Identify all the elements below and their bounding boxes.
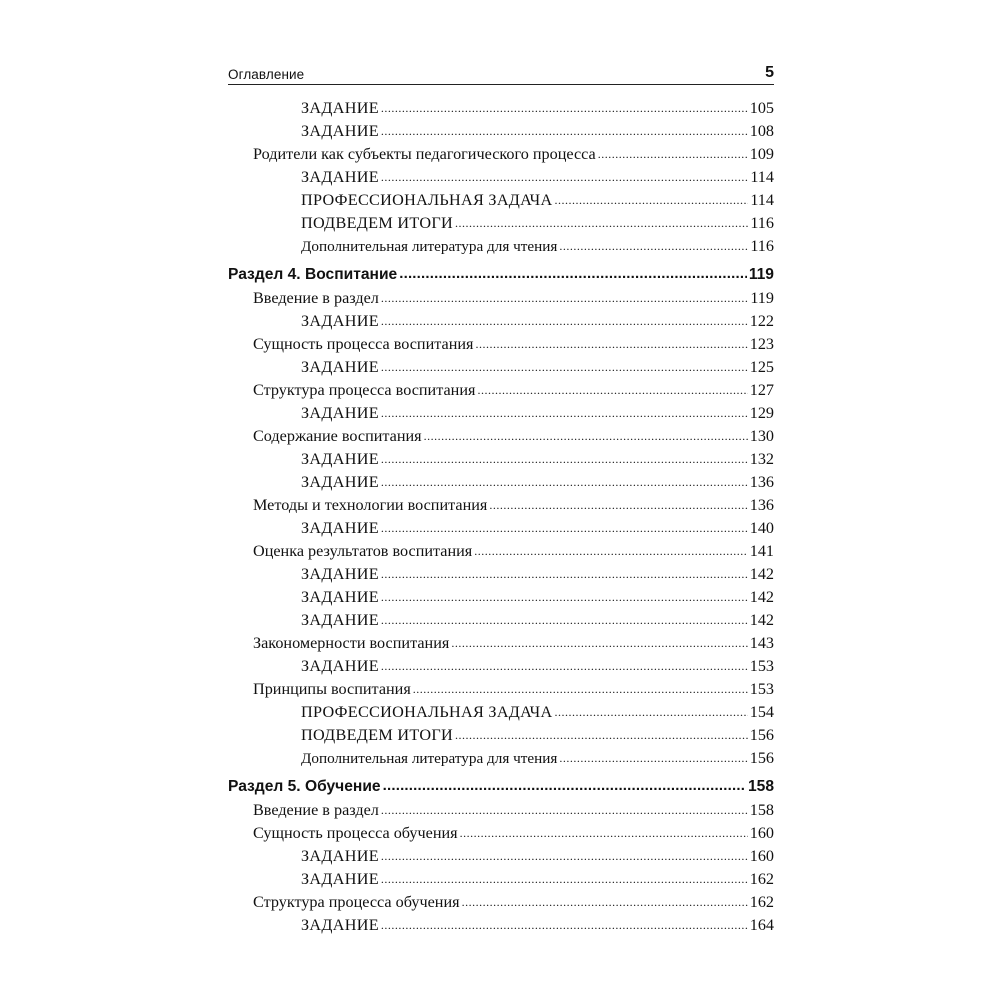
toc-entry xyxy=(228,310,774,333)
toc-entry-title: Структура процесса воспитания xyxy=(253,381,476,399)
toc-entry-page: 105 xyxy=(749,99,774,117)
toc-entry-title: ЗАДАНИЕ xyxy=(301,916,379,934)
toc-entry-page: 116 xyxy=(750,214,774,232)
dot-leader xyxy=(455,723,748,747)
running-header xyxy=(228,60,774,85)
dot-leader xyxy=(381,654,748,678)
toc-entry-title: Введение в раздел xyxy=(253,801,379,819)
toc-entry xyxy=(228,97,774,120)
toc-entry-page: 162 xyxy=(749,870,774,888)
dot-leader xyxy=(451,631,747,655)
dot-leader xyxy=(475,332,747,356)
toc-entry xyxy=(228,586,774,609)
toc-entry-title: ЗАДАНИЕ xyxy=(301,404,379,422)
toc-entry-title: ЗАДАНИЕ xyxy=(301,358,379,376)
toc-entry-page: 158 xyxy=(747,778,774,795)
toc-entry xyxy=(228,356,774,379)
toc-entry xyxy=(228,166,774,189)
toc-entry-title: ЗАДАНИЕ xyxy=(301,473,379,491)
toc-entry-title: Дополнительная литература для чтения xyxy=(301,238,558,255)
dot-leader xyxy=(381,286,748,310)
dot-leader xyxy=(381,608,748,632)
toc-entry-title: ЗАДАНИЕ xyxy=(301,870,379,888)
toc-entry-page: 140 xyxy=(749,519,774,537)
dot-leader xyxy=(381,119,748,143)
dot-leader xyxy=(399,261,747,286)
toc-entry-page: 154 xyxy=(749,703,774,721)
toc-entry-title: ЗАДАНИЕ xyxy=(301,168,379,186)
toc-entry-page: 125 xyxy=(749,358,774,376)
dot-leader xyxy=(381,562,748,586)
toc-entry xyxy=(228,143,774,166)
toc-entry xyxy=(228,333,774,356)
toc-entry xyxy=(228,655,774,678)
toc-entry-page: 132 xyxy=(749,450,774,468)
dot-leader xyxy=(455,211,748,235)
toc-entry xyxy=(228,120,774,143)
toc-entry xyxy=(228,701,774,724)
toc-entry-title: ЗАДАНИЕ xyxy=(301,519,379,537)
toc-entry xyxy=(228,517,774,540)
dot-leader xyxy=(381,844,748,868)
dot-leader xyxy=(598,142,748,166)
dot-leader xyxy=(559,234,748,258)
toc-entry-title: ЗАДАНИЕ xyxy=(301,611,379,629)
toc-entry-page: 116 xyxy=(750,237,774,255)
toc-entry-title: Содержание воспитания xyxy=(253,427,422,445)
dot-leader xyxy=(381,447,748,471)
dot-leader xyxy=(555,700,748,724)
dot-leader xyxy=(381,798,748,822)
toc-entry-page: 119 xyxy=(750,289,774,307)
toc-entry xyxy=(228,379,774,402)
toc-entry xyxy=(228,471,774,494)
toc-entry-title: ЗАДАНИЕ xyxy=(301,565,379,583)
toc-entry-title: ПОДВЕДЕМ ИТОГИ xyxy=(301,726,453,744)
toc-entry-page: 119 xyxy=(748,266,774,283)
toc-entry xyxy=(228,868,774,891)
dot-leader xyxy=(381,913,748,937)
toc-entry-page: 130 xyxy=(749,427,774,445)
toc-entry xyxy=(228,678,774,701)
toc-entry xyxy=(228,425,774,448)
toc-entry-page: 160 xyxy=(749,824,774,842)
page-number: 5 xyxy=(765,64,774,81)
dot-leader xyxy=(477,378,747,402)
toc-entry-page: 156 xyxy=(749,749,774,767)
toc-entry-title: ПОДВЕДЕМ ИТОГИ xyxy=(301,214,453,232)
dot-leader xyxy=(381,165,748,189)
toc-entry-title: ЗАДАНИЕ xyxy=(301,450,379,468)
toc-entry-title: ЗАДАНИЕ xyxy=(301,657,379,675)
toc-entry-page: 156 xyxy=(749,726,774,744)
toc-entry-title: ПРОФЕССИОНАЛЬНАЯ ЗАДАЧА xyxy=(301,191,553,209)
toc-entry-page: 127 xyxy=(749,381,774,399)
toc-entry xyxy=(228,540,774,563)
dot-leader xyxy=(424,424,748,448)
dot-leader xyxy=(474,539,747,563)
toc-entry-title: Принципы воспитания xyxy=(253,680,411,698)
toc-entry xyxy=(228,724,774,747)
toc-entry-page: 153 xyxy=(749,680,774,698)
toc-entry-page: 153 xyxy=(749,657,774,675)
toc-entry xyxy=(228,563,774,586)
dot-leader xyxy=(381,355,748,379)
toc-entry-title: Родители как субъекты педагогического процесса xyxy=(253,145,596,163)
toc-entry xyxy=(228,799,774,822)
toc-entry-title: ЗАДАНИЕ xyxy=(301,312,379,330)
toc-entry-title: ПРОФЕССИОНАЛЬНАЯ ЗАДАЧА xyxy=(301,703,553,721)
toc-entry xyxy=(228,189,774,212)
toc-entry xyxy=(228,287,774,310)
toc-section-entry xyxy=(228,774,774,799)
toc-entry-page: 160 xyxy=(749,847,774,865)
toc-entry-page: 109 xyxy=(749,145,774,163)
toc-entry-title: Структура процесса обучения xyxy=(253,893,460,911)
toc-entry-title: Закономерности воспитания xyxy=(253,634,450,652)
running-header-title: Оглавление xyxy=(228,67,305,82)
toc-entry-page: 142 xyxy=(749,588,774,606)
toc-entry-title: Введение в раздел xyxy=(253,289,379,307)
toc-entry-title: ЗАДАНИЕ xyxy=(301,588,379,606)
toc-entry xyxy=(228,747,774,770)
toc-entry xyxy=(228,448,774,471)
toc-entry-page: 136 xyxy=(749,496,774,514)
toc-entry-title: ЗАДАНИЕ xyxy=(301,99,379,117)
toc-entry-page: 141 xyxy=(749,542,774,560)
toc-entry-page: 143 xyxy=(749,634,774,652)
toc-entry-title: Дополнительная литература для чтения xyxy=(301,750,558,767)
toc-entry-title: Раздел 5. Обучение xyxy=(228,778,381,795)
toc-entry xyxy=(228,822,774,845)
toc-entry-title: ЗАДАНИЕ xyxy=(301,122,379,140)
toc-entry-page: 142 xyxy=(749,565,774,583)
toc-entry xyxy=(228,632,774,655)
toc-entry-page: 158 xyxy=(749,801,774,819)
dot-leader xyxy=(381,470,748,494)
toc-entry-page: 164 xyxy=(749,916,774,934)
toc-entry xyxy=(228,212,774,235)
dot-leader xyxy=(381,309,748,333)
toc-entry-page: 114 xyxy=(750,191,774,209)
toc-entry xyxy=(228,914,774,937)
toc-entry-page: 136 xyxy=(749,473,774,491)
toc-entry-page: 123 xyxy=(749,335,774,353)
toc-entry xyxy=(228,609,774,632)
toc-section-entry xyxy=(228,262,774,287)
toc-entry-page: 129 xyxy=(749,404,774,422)
toc-entry-title: Оценка результатов воспитания xyxy=(253,542,473,560)
dot-leader xyxy=(559,746,747,770)
toc-entry-page: 162 xyxy=(749,893,774,911)
toc-entry-page: 142 xyxy=(749,611,774,629)
toc-entry xyxy=(228,402,774,425)
toc-entry-page: 122 xyxy=(749,312,774,330)
dot-leader xyxy=(383,773,746,798)
dot-leader xyxy=(381,96,748,120)
toc-entry-title: Сущность процесса обучения xyxy=(253,824,458,842)
toc-entry-title: Методы и технологии воспитания xyxy=(253,496,488,514)
dot-leader xyxy=(413,677,748,701)
toc-entry xyxy=(228,845,774,868)
table-of-contents xyxy=(228,97,774,937)
dot-leader xyxy=(460,821,748,845)
dot-leader xyxy=(381,585,748,609)
toc-entry xyxy=(228,891,774,914)
dot-leader xyxy=(381,867,748,891)
toc-entry-page: 108 xyxy=(749,122,774,140)
toc-entry-title: ЗАДАНИЕ xyxy=(301,847,379,865)
toc-entry xyxy=(228,494,774,517)
toc-entry-title: Сущность процесса воспитания xyxy=(253,335,474,353)
toc-entry-title: Раздел 4. Воспитание xyxy=(228,266,398,283)
dot-leader xyxy=(555,188,749,212)
dot-leader xyxy=(462,890,748,914)
dot-leader xyxy=(381,401,748,425)
dot-leader xyxy=(489,493,747,517)
dot-leader xyxy=(381,516,748,540)
book-page xyxy=(228,60,774,937)
toc-entry xyxy=(228,235,774,258)
toc-entry-page: 114 xyxy=(750,168,774,186)
